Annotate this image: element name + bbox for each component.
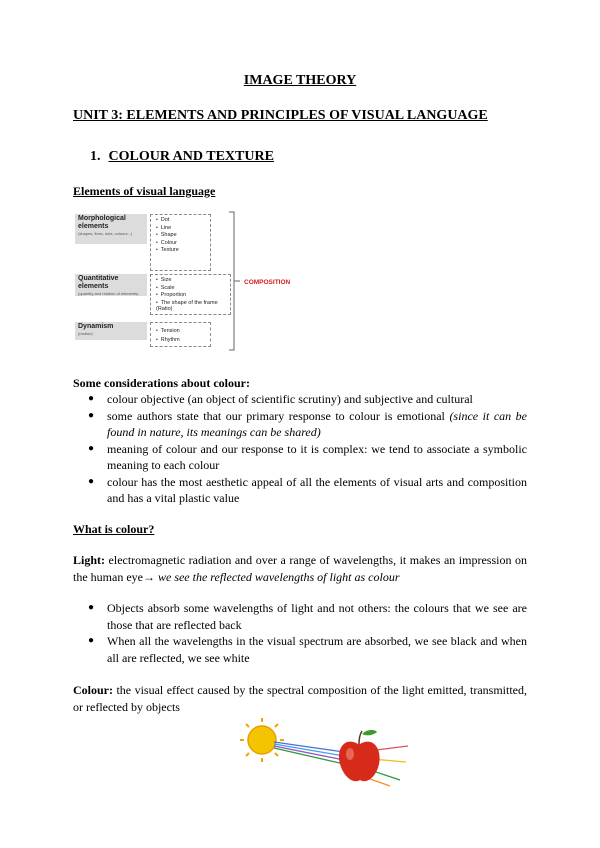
bullet-icon: ● — [88, 393, 95, 404]
diagram-item: • Proportion — [156, 292, 187, 299]
light-definition: Light: electromagnetic radiation and over a range of wavelengths, it makes an impression on the human eye→ we see the reflected wavelengths of light as colour — [73, 553, 527, 584]
bullet-icon: ● — [88, 602, 95, 613]
diagram-item: • Tension — [156, 328, 180, 334]
document-title: IMAGE THEORY — [243, 73, 357, 88]
quantitative-items-box — [150, 274, 231, 315]
group-subtext: (quantity and relation of elements) — [78, 291, 139, 296]
composition-label: COMPOSITION — [244, 279, 291, 286]
considerations-list — [73, 391, 527, 507]
bullet-icon: ● — [88, 475, 95, 487]
diagram-item: • Scale — [156, 284, 175, 291]
light-label: Light: — [73, 553, 106, 567]
diagram-item: • The shape of the frame (Ratio) — [156, 299, 218, 313]
grouping-bracket — [229, 210, 243, 354]
section-heading — [90, 149, 274, 165]
diagram-item: • Size — [156, 277, 172, 283]
list-item: ● When all the wavelengths in the visual spectrum are absorbed, we see black and when all are reflected, we see white — [88, 634, 527, 665]
list-item: ● colour has the most aesthetic appeal of all the elements of visual arts and composition and has a vital plastic value — [88, 474, 527, 505]
section-number: 1. — [90, 149, 101, 164]
morphological-items-box — [150, 214, 211, 271]
diagram-item: • Dot — [156, 217, 170, 223]
quantitative-box — [75, 274, 147, 296]
diagram-item: • Texture — [156, 247, 179, 254]
light-refraction-illustration — [240, 718, 410, 788]
diagram-item: • Rhythm — [156, 337, 180, 343]
dynamism-items-box — [150, 322, 211, 347]
group-subtext: (motion) — [78, 331, 93, 336]
group-heading: Quantitative elements — [78, 275, 119, 290]
colour-label: Colour: — [73, 683, 113, 697]
sun-icon — [240, 718, 284, 762]
diagram-item: • Shape — [156, 232, 177, 239]
light-list — [73, 600, 527, 666]
diagram-item: • Colour — [156, 239, 177, 246]
group-subtext: (shapes, lines, dots, colours...) — [78, 231, 133, 236]
bullet-icon: ● — [88, 635, 95, 646]
bullet-icon: ● — [88, 409, 95, 421]
list-item: ● some authors state that our primary response to colour is emotional (since it can be found in nature, its meanings can be shared) — [88, 408, 528, 439]
elements-subheading: Elements of visual language — [73, 184, 216, 198]
section-title: COLOUR AND TEXTURE — [108, 149, 274, 164]
group-heading: Dynamism — [78, 323, 114, 330]
list-item: ● Objects absorb some wavelengths of light and not others: the colours that we see are those that are reflected back — [88, 601, 527, 632]
what-is-colour-heading: What is colour? — [73, 522, 155, 536]
group-heading: Morphological elements — [78, 215, 126, 230]
diagram-item: • Line — [156, 224, 172, 231]
unit-heading: UNIT 3: ELEMENTS AND PRINCIPLES OF VISUAL LANGUAGE — [73, 108, 488, 123]
considerations-heading: Some considerations about colour: — [73, 376, 250, 390]
dynamism-box — [75, 322, 147, 340]
bullet-icon: ● — [88, 442, 95, 454]
morphological-box — [75, 214, 147, 244]
apple-icon — [339, 730, 380, 781]
colour-definition: Colour: the visual effect caused by the spectral composition of the light emitted, transmitted, or reflected by objects — [73, 683, 527, 714]
list-item: ● colour objective (an object of scientific scrutiny) and subjective and cultural — [88, 392, 473, 406]
list-item: ● meaning of colour and our response to it is complex: we tend to associate a symbolic meaning to each colour — [88, 441, 527, 472]
